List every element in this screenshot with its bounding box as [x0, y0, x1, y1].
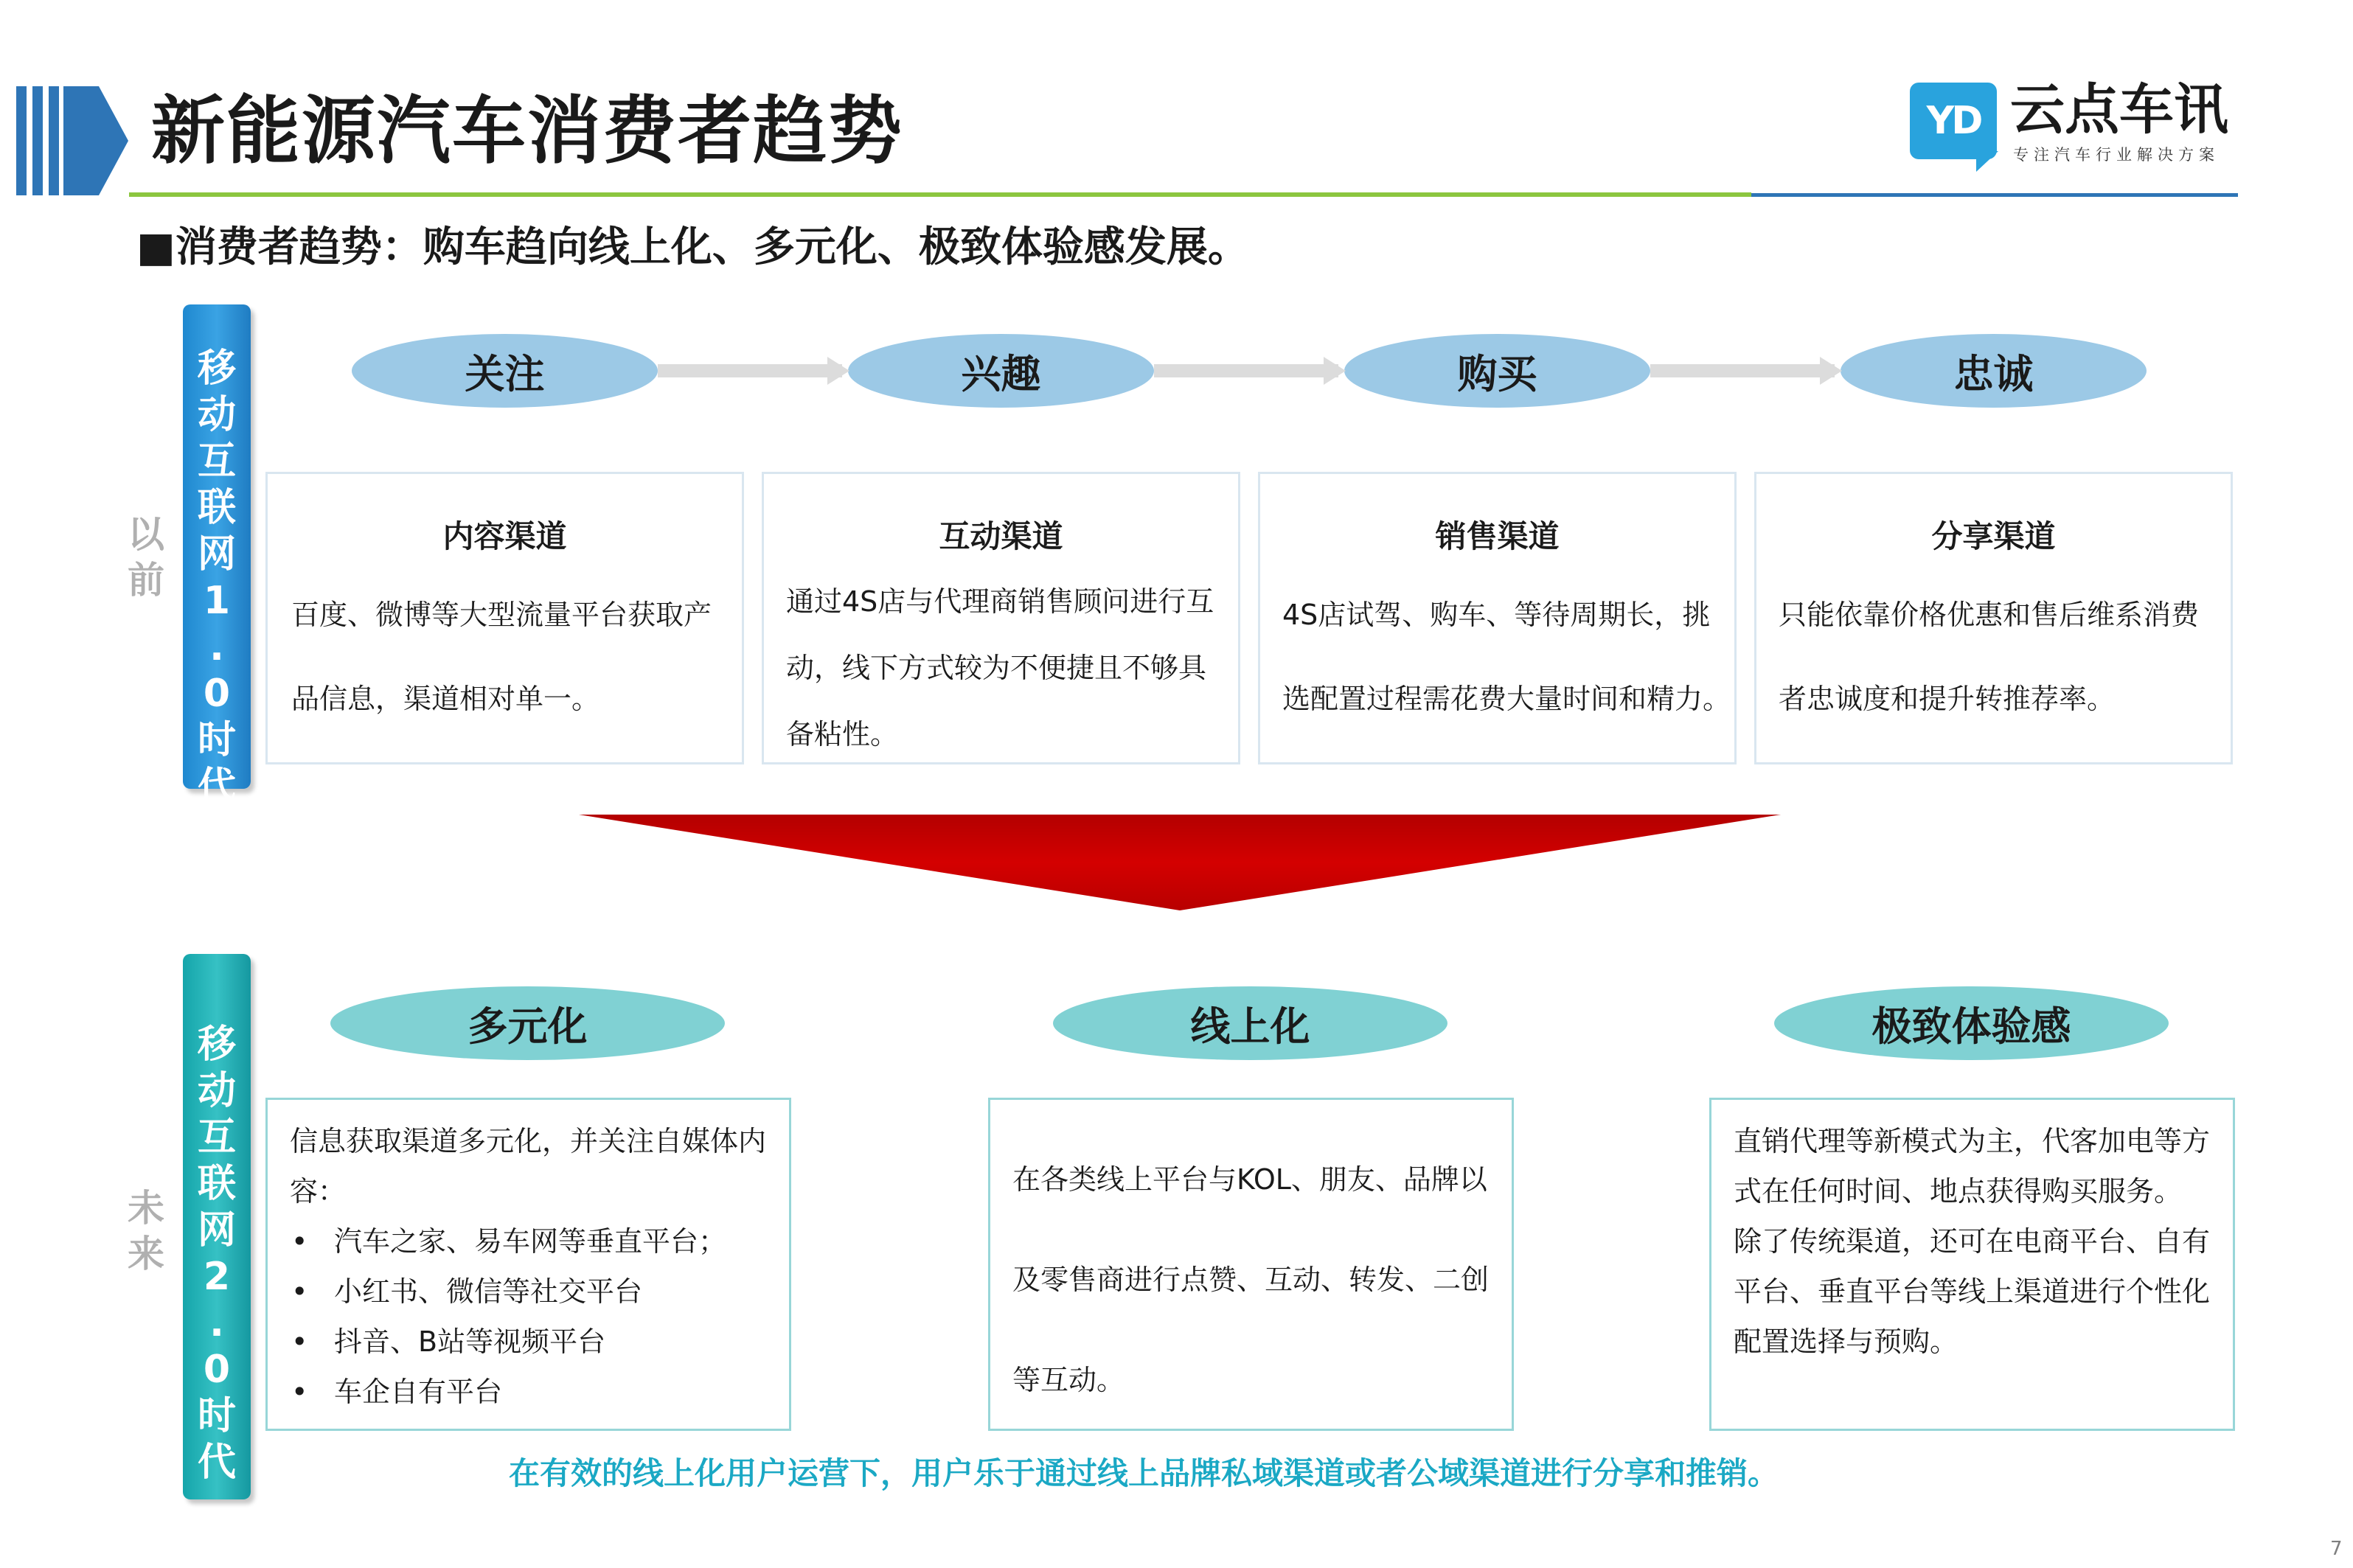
bullet-icon: • [291, 1225, 308, 1258]
channel-box-share [1754, 472, 2233, 764]
stage-loyalty [1841, 334, 2147, 408]
online-text [1012, 1129, 1489, 1430]
stage-label: 购买 [1457, 350, 1537, 397]
channel-box-sales [1258, 472, 1737, 764]
era-bar-past [183, 304, 251, 809]
flow-arrow-line [658, 364, 842, 377]
era-char: 2 [203, 1255, 231, 1299]
channel-title: 内容渠道 [442, 518, 567, 554]
era-char: 动 [197, 393, 236, 437]
bullet-icon: • [291, 1275, 308, 1308]
channel-line: 备粘性。 [786, 718, 899, 750]
header-bar-3 [49, 86, 59, 195]
trend-experience [1774, 986, 2169, 1060]
era-char: 互 [197, 1115, 236, 1160]
list-item [290, 1216, 766, 1266]
channel-text [1282, 573, 1731, 741]
bullet-icon: • [291, 1325, 308, 1358]
era-char: 0 [203, 1348, 231, 1392]
flow-arrow-icon [1820, 357, 1842, 385]
list-item-text: 小红书、微信等社交平台 [334, 1275, 643, 1308]
stage-label: 忠诚 [1953, 350, 2034, 397]
side-label-char: 未 [128, 1187, 164, 1230]
era-char: . [209, 625, 224, 669]
channel-box-content [265, 472, 744, 764]
experience-line: 除了传统渠道，还可在电商平台、自有 [1734, 1225, 2211, 1258]
header-chevron-icon [63, 86, 130, 195]
channel-line: 只能依靠价格优惠和售后维系消费 [1779, 599, 2200, 631]
channel-title: 互动渠道 [939, 518, 1063, 554]
channel-title: 分享渠道 [1931, 518, 2056, 554]
list-item [290, 1367, 766, 1417]
bullet-icon: • [291, 1376, 308, 1408]
online-line: 在各类线上平台与KOL、朋友、品牌以 [1012, 1163, 1487, 1196]
era-char: 时 [197, 718, 236, 762]
channel-line: 百度、微博等大型流量平台获取产 [291, 599, 712, 631]
era-char: 代 [197, 1440, 236, 1485]
trend-label: 线上化 [1190, 1003, 1310, 1050]
era-char: 1 [203, 579, 231, 623]
header-rule-blue [1751, 193, 2238, 197]
experience-line: 直销代理等新模式为主，代客加电等方 [1734, 1125, 2211, 1157]
stage-label: 兴趣 [961, 350, 1041, 397]
side-label-future [124, 1185, 168, 1277]
diversified-list [290, 1116, 766, 1417]
trend-box-experience [1709, 1098, 2235, 1431]
channel-line: 选配置过程需花费大量时间和精力。 [1282, 683, 1731, 715]
era-char: 移 [197, 1022, 236, 1067]
list-item [290, 1266, 766, 1317]
list-item-text: 车企自有平台 [334, 1376, 503, 1408]
list-item-text: 抖音、B站等视频平台 [334, 1325, 606, 1358]
header-bar-2 [32, 86, 43, 195]
experience-line: 平台、垂直平台等线上渠道进行个性化 [1734, 1275, 2211, 1308]
subtitle: ■消费者趋势：购车趋向线上化、多元化、极致体验感发展。 [136, 223, 1249, 271]
era-char: 移 [197, 346, 236, 391]
era-bar-future [183, 954, 251, 1499]
online-line: 等互动。 [1012, 1364, 1125, 1396]
header-rule-green [129, 192, 1751, 197]
experience-line: 式在任何时间、地点获得购买服务。 [1734, 1175, 2183, 1208]
era-char: 联 [197, 1162, 236, 1206]
logo-tail-icon [1976, 151, 1998, 172]
channel-text [291, 573, 712, 741]
trend-online [1053, 986, 1447, 1060]
channel-title: 销售渠道 [1435, 518, 1560, 554]
experience-text [1734, 1116, 2210, 1367]
logo-name: 云点车讯 [2010, 78, 2228, 142]
list-item [290, 1317, 766, 1367]
channel-box-interaction [762, 472, 1240, 764]
flow-arrow-icon [1324, 357, 1346, 385]
channel-line: 动，线下方式较为不便捷且不够具 [786, 652, 1207, 684]
channel-text [786, 568, 1214, 767]
era-char: 网 [197, 1208, 236, 1252]
side-label-char: 来 [128, 1233, 164, 1275]
side-label-char: 前 [128, 559, 164, 602]
era-char: 0 [203, 672, 231, 716]
stage-attention [352, 334, 658, 408]
era-char: 联 [197, 486, 236, 530]
side-label-past [124, 512, 168, 603]
side-label-char: 以 [128, 513, 164, 556]
stage-label: 关注 [465, 350, 545, 397]
page-title: 新能源汽车消费者趋势 [151, 88, 903, 174]
logo-slogan: 专注汽车行业解决方案 [2013, 146, 2220, 164]
flow-arrow-line [1650, 364, 1835, 377]
era-char: 互 [197, 439, 236, 484]
channel-line: 4S店试驾、购车、等待周期长，挑 [1282, 599, 1711, 631]
transition-arrow-icon [579, 811, 1788, 914]
era-char: 代 [197, 764, 236, 809]
trend-box-online [988, 1098, 1514, 1431]
footer-note: 在有效的线上化用户运营下，用户乐于通过线上品牌私域渠道或者公域渠道进行分享和推销。 [509, 1455, 1779, 1491]
flow-arrow-line [1154, 364, 1338, 377]
era-char: 时 [197, 1394, 236, 1438]
channel-line: 者忠诚度和提升转推荐率。 [1779, 683, 2116, 715]
logo-mark: YD [1926, 99, 1981, 143]
trend-box-diversified [265, 1098, 791, 1431]
header-bar-1 [16, 86, 27, 195]
trend-label: 多元化 [468, 1003, 588, 1050]
era-char: . [209, 1301, 224, 1345]
flow-arrow-icon [827, 357, 849, 385]
channel-line: 通过4S店与代理商销售顾问进行互 [786, 585, 1214, 618]
trend-diversified [330, 986, 725, 1060]
diversified-intro-line: 信息获取渠道多元化，并关注自媒体内 [290, 1125, 767, 1157]
stage-purchase [1344, 334, 1650, 408]
stage-interest [848, 334, 1154, 408]
channel-line: 品信息，渠道相对单一。 [291, 683, 600, 715]
online-line: 及零售商进行点赞、互动、转发、二创 [1012, 1264, 1490, 1296]
era-char: 动 [197, 1069, 236, 1113]
channel-text [1779, 573, 2199, 741]
page-number: 7 [2330, 1538, 2343, 1560]
diversified-intro-line: 容： [290, 1175, 347, 1208]
logo-icon [1910, 83, 1997, 159]
era-char: 网 [197, 532, 236, 576]
list-item-text: 汽车之家、易车网等垂直平台； [334, 1225, 727, 1258]
experience-line: 配置选择与预购。 [1734, 1325, 1958, 1358]
trend-label: 极致体验感 [1871, 1003, 2071, 1050]
